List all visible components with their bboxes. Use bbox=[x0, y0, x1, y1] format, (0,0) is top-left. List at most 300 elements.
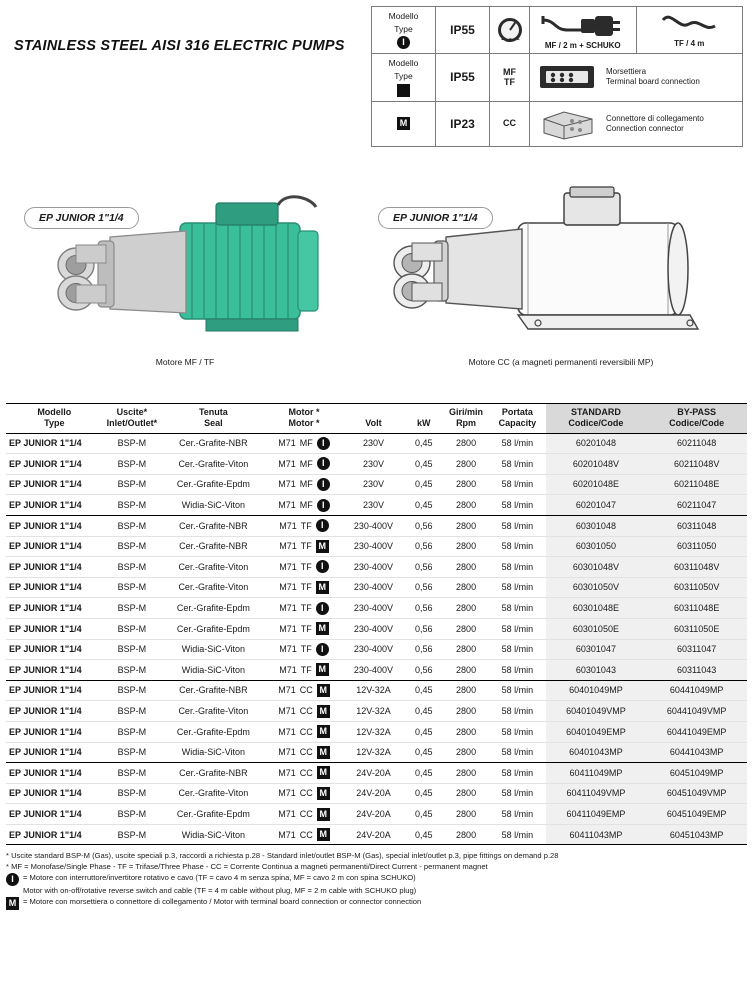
cell-capacity: 58 l/min bbox=[489, 474, 545, 495]
terminal-board-badge-icon: M bbox=[316, 540, 329, 553]
cell-motor bbox=[266, 557, 343, 578]
footnote-terminal-row bbox=[6, 897, 747, 910]
single-phase-badge-icon: I bbox=[6, 873, 19, 886]
cell-rpm: 2800 bbox=[443, 515, 489, 536]
cell-capacity: 58 l/min bbox=[489, 495, 545, 516]
svg-text:1: 1 bbox=[500, 36, 504, 43]
cell-outlet: BSP-M bbox=[103, 577, 161, 598]
cell-rpm: 2800 bbox=[443, 701, 489, 722]
cell-motor bbox=[266, 598, 343, 619]
specs-table bbox=[6, 403, 747, 845]
cell-rpm: 2800 bbox=[443, 598, 489, 619]
table-row bbox=[6, 618, 747, 639]
product-label-right: EP JUNIOR 1"1/4 bbox=[378, 207, 493, 229]
cell-standard-code: 60201048 bbox=[546, 433, 647, 454]
cell-bypass-code: 60311043 bbox=[646, 660, 747, 681]
single-phase-badge-icon: I bbox=[316, 643, 329, 656]
cell-volt: 24V-20A bbox=[342, 763, 404, 784]
th-model-it: Modello bbox=[37, 407, 72, 417]
cell-capacity: 58 l/min bbox=[489, 639, 545, 660]
terminal-board-badge-icon: M bbox=[6, 897, 19, 910]
cell-bypass-code: 60211048V bbox=[646, 454, 747, 475]
cell-volt: 230V bbox=[342, 454, 404, 475]
table-row bbox=[6, 701, 747, 722]
cell-standard-code: 60201048V bbox=[546, 454, 647, 475]
cell-model: EP JUNIOR 1"1/4 bbox=[6, 577, 103, 598]
legend-code-tf: TF bbox=[504, 77, 515, 88]
cell-model: EP JUNIOR 1"1/4 bbox=[6, 680, 103, 701]
cell-motor-phase: TF bbox=[300, 541, 312, 552]
cell-standard-code: 60301050 bbox=[546, 536, 647, 557]
cell-seal: Widia-SiC-Viton bbox=[161, 824, 266, 845]
terminal-board-badge-icon: M bbox=[317, 746, 330, 759]
cell-bypass-code: 60211047 bbox=[646, 495, 747, 516]
cell-standard-code: 60301048V bbox=[546, 557, 647, 578]
footnotes bbox=[6, 851, 747, 909]
cell-motor bbox=[266, 639, 343, 660]
cell-model: EP JUNIOR 1"1/4 bbox=[6, 474, 103, 495]
cell-model: EP JUNIOR 1"1/4 bbox=[6, 618, 103, 639]
cell-volt: 230V bbox=[342, 433, 404, 454]
cell-motor-phase: CC bbox=[299, 705, 313, 716]
cell-motor-frame: M71 bbox=[279, 520, 297, 531]
cell-motor-frame: M71 bbox=[278, 500, 296, 510]
th-motor bbox=[266, 404, 343, 434]
cell-motor-frame: M71 bbox=[279, 541, 297, 552]
cell-model: EP JUNIOR 1"1/4 bbox=[6, 557, 103, 578]
cell-motor bbox=[266, 495, 343, 516]
cell-outlet: BSP-M bbox=[103, 701, 161, 722]
th-volt-label: Volt bbox=[365, 417, 382, 428]
terminal-board-badge-icon: M bbox=[317, 705, 330, 718]
table-row bbox=[6, 680, 747, 701]
cell-motor-phase: MF bbox=[299, 438, 313, 449]
cell-bypass-code: 60441049VMP bbox=[646, 701, 747, 722]
cell-rpm: 2800 bbox=[443, 577, 489, 598]
cell-rpm: 2800 bbox=[443, 495, 489, 516]
footnote-switch-it: = Motore con interruttore/invertitore rotativo e cavo (TF = cavo 4 m senza spina, MF = cavo 2 m con spina SCHUKO) bbox=[23, 873, 416, 883]
cell-bypass-code: 60441049EMP bbox=[646, 721, 747, 742]
cell-volt: 230-400V bbox=[342, 598, 404, 619]
cell-motor bbox=[266, 515, 343, 536]
table-row bbox=[6, 536, 747, 557]
cell-capacity: 58 l/min bbox=[489, 598, 545, 619]
cell-kw: 0,45 bbox=[405, 783, 443, 804]
cell-bypass-code: 60311048E bbox=[646, 598, 747, 619]
cell-seal: Cer.-Grafite-NBR bbox=[161, 515, 266, 536]
cell-outlet: BSP-M bbox=[103, 618, 161, 639]
terminal-board-badge-icon: M bbox=[317, 828, 330, 841]
cell-kw: 0,45 bbox=[405, 433, 443, 454]
footnote-switch-row bbox=[6, 873, 747, 886]
cell-motor bbox=[266, 763, 343, 784]
cell-motor-frame: M71 bbox=[278, 458, 296, 469]
cell-model: EP JUNIOR 1"1/4 bbox=[6, 701, 103, 722]
cell-seal: Cer.-Grafite-Viton bbox=[161, 701, 266, 722]
cell-seal: Cer.-Grafite-NBR bbox=[161, 536, 266, 557]
cell-motor-frame: M71 bbox=[278, 479, 296, 490]
legend-code-cc: CC bbox=[503, 118, 516, 129]
th-seal bbox=[161, 404, 266, 434]
cell-outlet: BSP-M bbox=[103, 721, 161, 742]
page-header bbox=[0, 0, 753, 175]
table-row bbox=[6, 639, 747, 660]
table-row bbox=[6, 742, 747, 763]
cell-capacity: 58 l/min bbox=[489, 680, 545, 701]
cell-motor-frame: M71 bbox=[279, 644, 297, 655]
cell-motor-phase: MF bbox=[299, 458, 313, 469]
cell-model: EP JUNIOR 1"1/4 bbox=[6, 515, 103, 536]
cell-model: EP JUNIOR 1"1/4 bbox=[6, 536, 103, 557]
cell-rpm: 2800 bbox=[443, 660, 489, 681]
cell-capacity: 58 l/min bbox=[489, 433, 545, 454]
cell-standard-code: 60201048E bbox=[546, 474, 647, 495]
cell-model: EP JUNIOR 1"1/4 bbox=[6, 721, 103, 742]
cell-seal: Cer.-Grafite-Epdm bbox=[161, 804, 266, 825]
cell-kw: 0,56 bbox=[405, 515, 443, 536]
th-motor-it: Motor * bbox=[288, 407, 320, 417]
cell-rpm: 2800 bbox=[443, 742, 489, 763]
cell-motor-phase: CC bbox=[299, 829, 313, 840]
table-row bbox=[6, 495, 747, 516]
cell-motor-phase: CC bbox=[299, 726, 313, 737]
cell-motor bbox=[266, 660, 343, 681]
cell-model: EP JUNIOR 1"1/4 bbox=[6, 454, 103, 475]
cell-kw: 0,45 bbox=[405, 742, 443, 763]
cell-motor-phase: CC bbox=[299, 767, 313, 778]
th-rpm-it: Giri/min bbox=[449, 407, 484, 417]
cell-motor bbox=[266, 804, 343, 825]
cell-capacity: 58 l/min bbox=[489, 454, 545, 475]
cell-kw: 0,56 bbox=[405, 557, 443, 578]
cell-bypass-code: 60211048 bbox=[646, 433, 747, 454]
single-phase-badge-icon: I bbox=[397, 36, 410, 49]
terminal-board-badge-icon: M bbox=[317, 725, 330, 738]
cell-volt: 12V-32A bbox=[342, 701, 404, 722]
cell-outlet: BSP-M bbox=[103, 495, 161, 516]
cell-rpm: 2800 bbox=[443, 824, 489, 845]
cell-capacity: 58 l/min bbox=[489, 536, 545, 557]
th-seal-en: Seal bbox=[204, 417, 223, 428]
cell-rpm: 2800 bbox=[443, 474, 489, 495]
th-standard-title: STANDARD bbox=[571, 407, 621, 417]
table-row bbox=[6, 783, 747, 804]
single-phase-badge-icon: I bbox=[317, 437, 330, 450]
cell-motor bbox=[266, 577, 343, 598]
legend-connector-caption bbox=[606, 114, 704, 134]
cell-kw: 0,45 bbox=[405, 454, 443, 475]
cell-standard-code: 60301047 bbox=[546, 639, 647, 660]
cell-outlet: BSP-M bbox=[103, 742, 161, 763]
cell-volt: 24V-20A bbox=[342, 783, 404, 804]
cell-outlet: BSP-M bbox=[103, 515, 161, 536]
cell-capacity: 58 l/min bbox=[489, 577, 545, 598]
cell-outlet: BSP-M bbox=[103, 660, 161, 681]
th-model bbox=[6, 404, 103, 434]
cell-outlet: BSP-M bbox=[103, 454, 161, 475]
cell-motor-frame: M71 bbox=[278, 747, 296, 758]
cell-outlet: BSP-M bbox=[103, 680, 161, 701]
cell-volt: 230-400V bbox=[342, 618, 404, 639]
cell-model: EP JUNIOR 1"1/4 bbox=[6, 639, 103, 660]
cell-kw: 0,56 bbox=[405, 660, 443, 681]
cell-rpm: 2800 bbox=[443, 783, 489, 804]
cell-motor-phase: TF bbox=[300, 623, 312, 634]
table-row bbox=[6, 598, 747, 619]
cell-bypass-code: 60211048E bbox=[646, 474, 747, 495]
cell-motor bbox=[266, 618, 343, 639]
terminal-board-badge-icon: M bbox=[316, 622, 329, 635]
cell-standard-code: 60401043MP bbox=[546, 742, 647, 763]
single-phase-badge-icon: I bbox=[316, 602, 329, 615]
cell-kw: 0,45 bbox=[405, 680, 443, 701]
cell-standard-code: 60201047 bbox=[546, 495, 647, 516]
table-row bbox=[6, 557, 747, 578]
cell-outlet: BSP-M bbox=[103, 598, 161, 619]
cell-motor bbox=[266, 433, 343, 454]
pump-image-cc bbox=[368, 179, 746, 369]
cell-outlet: BSP-M bbox=[103, 804, 161, 825]
cell-bypass-code: 60451043MP bbox=[646, 824, 747, 845]
cell-seal: Widia-SiC-Viton bbox=[161, 639, 266, 660]
cell-capacity: 58 l/min bbox=[489, 721, 545, 742]
cell-motor-phase: TF bbox=[300, 520, 312, 531]
cell-seal: Cer.-Grafite-NBR bbox=[161, 433, 266, 454]
cell-standard-code: 60411049MP bbox=[546, 763, 647, 784]
legend-protection: IP55 bbox=[436, 54, 490, 100]
cell-outlet: BSP-M bbox=[103, 639, 161, 660]
cell-rpm: 2800 bbox=[443, 618, 489, 639]
cell-capacity: 58 l/min bbox=[489, 763, 545, 784]
cell-standard-code: 60411043MP bbox=[546, 824, 647, 845]
table-body bbox=[6, 433, 747, 845]
cell-seal: Cer.-Grafite-Epdm bbox=[161, 721, 266, 742]
cell-kw: 0,45 bbox=[405, 721, 443, 742]
cell-model: EP JUNIOR 1"1/4 bbox=[6, 598, 103, 619]
legend-plug-caption: MF / 2 m + SCHUKO bbox=[544, 40, 621, 50]
cell-motor-frame: M71 bbox=[278, 705, 296, 716]
legend-protection: IP55 bbox=[436, 7, 490, 53]
cell-volt: 230-400V bbox=[342, 515, 404, 536]
th-kw-label: kW bbox=[417, 417, 431, 428]
legend-terminal-caption bbox=[606, 67, 700, 87]
legend-code-cell bbox=[490, 54, 530, 100]
cell-model: EP JUNIOR 1"1/4 bbox=[6, 742, 103, 763]
cell-rpm: 2800 bbox=[443, 680, 489, 701]
cell-volt: 12V-32A bbox=[342, 742, 404, 763]
cell-seal: Widia-SiC-Viton bbox=[161, 742, 266, 763]
cell-motor bbox=[266, 824, 343, 845]
cell-motor-phase: CC bbox=[299, 808, 313, 819]
legend-connector-caption-it: Connettore di collegamento bbox=[606, 113, 704, 123]
cell-volt: 24V-20A bbox=[342, 804, 404, 825]
table-row bbox=[6, 660, 747, 681]
cell-seal: Widia-SiC-Viton bbox=[161, 495, 266, 516]
cell-motor bbox=[266, 701, 343, 722]
cell-bypass-code: 60451049VMP bbox=[646, 783, 747, 804]
cell-capacity: 58 l/min bbox=[489, 618, 545, 639]
cell-bypass-code: 60311047 bbox=[646, 639, 747, 660]
table-row bbox=[6, 804, 747, 825]
cell-kw: 0,56 bbox=[405, 577, 443, 598]
terminal-board-badge-icon: M bbox=[317, 684, 330, 697]
cell-rpm: 2800 bbox=[443, 804, 489, 825]
legend-type-label-it: Modello bbox=[388, 58, 419, 69]
cell-motor-frame: M71 bbox=[279, 602, 297, 613]
cell-capacity: 58 l/min bbox=[489, 557, 545, 578]
cell-bypass-code: 60451049EMP bbox=[646, 804, 747, 825]
th-standard-sub: Codice/Code bbox=[568, 417, 624, 428]
cell-kw: 0,56 bbox=[405, 598, 443, 619]
cell-model: EP JUNIOR 1"1/4 bbox=[6, 433, 103, 454]
cell-motor-frame: M71 bbox=[279, 623, 297, 634]
cell-kw: 0,56 bbox=[405, 618, 443, 639]
cell-outlet: BSP-M bbox=[103, 536, 161, 557]
th-bypass-sub: Codice/Code bbox=[669, 417, 725, 428]
cell-capacity: 58 l/min bbox=[489, 804, 545, 825]
cell-motor-phase: CC bbox=[299, 788, 313, 799]
terminal-board-badge-icon: M bbox=[316, 581, 329, 594]
legend-type-cell bbox=[372, 7, 436, 53]
svg-text:0: 0 bbox=[508, 38, 512, 45]
cell-bypass-code: 60311048V bbox=[646, 557, 747, 578]
single-phase-badge-icon: I bbox=[317, 457, 330, 470]
footnote-outlets: * Uscite standard BSP-M (Gas), uscite speciali p.3, raccordi a richiesta p.28 - Standard inlet/outlet BSP-M (Gas), special inlet/outlet p.3, pipe fittings on demand p.28 bbox=[6, 851, 559, 861]
single-phase-badge-icon: I bbox=[317, 478, 330, 491]
terminal-board-badge-icon bbox=[397, 84, 410, 97]
legend-plug-cell bbox=[530, 7, 636, 53]
cell-standard-code: 60301050E bbox=[546, 618, 647, 639]
legend-row bbox=[372, 54, 742, 101]
cell-outlet: BSP-M bbox=[103, 763, 161, 784]
table-header bbox=[6, 404, 747, 434]
cell-seal: Cer.-Grafite-Epdm bbox=[161, 618, 266, 639]
single-phase-badge-icon: I bbox=[316, 519, 329, 532]
terminal-board-badge-icon: M bbox=[317, 808, 330, 821]
table-row bbox=[6, 433, 747, 454]
cell-capacity: 58 l/min bbox=[489, 701, 545, 722]
cell-bypass-code: 60311050 bbox=[646, 536, 747, 557]
cell-volt: 230-400V bbox=[342, 577, 404, 598]
cell-seal: Cer.-Grafite-Viton bbox=[161, 557, 266, 578]
legend-type-cell bbox=[372, 54, 436, 100]
cell-outlet: BSP-M bbox=[103, 474, 161, 495]
cell-rpm: 2800 bbox=[443, 721, 489, 742]
cell-volt: 230-400V bbox=[342, 660, 404, 681]
product-caption-right: Motore CC (a magneti permanenti reversibili MP) bbox=[468, 357, 654, 367]
th-model-en: Type bbox=[44, 417, 65, 428]
table-row bbox=[6, 577, 747, 598]
table-header-row bbox=[6, 404, 747, 434]
cell-bypass-code: 60311048 bbox=[646, 515, 747, 536]
cell-motor-phase: TF bbox=[300, 664, 312, 675]
cell-standard-code: 60301048E bbox=[546, 598, 647, 619]
table-row bbox=[6, 474, 747, 495]
cell-rpm: 2800 bbox=[443, 763, 489, 784]
cell-volt: 12V-32A bbox=[342, 680, 404, 701]
cell-bypass-code: 60311050E bbox=[646, 618, 747, 639]
cell-motor bbox=[266, 742, 343, 763]
cell-kw: 0,45 bbox=[405, 701, 443, 722]
connector-badge-icon: M bbox=[397, 117, 410, 130]
legend-connector-cell bbox=[530, 102, 742, 146]
cell-standard-code: 60401049VMP bbox=[546, 701, 647, 722]
cell-kw: 0,45 bbox=[405, 763, 443, 784]
table-row bbox=[6, 721, 747, 742]
cell-kw: 0,45 bbox=[405, 474, 443, 495]
cell-motor bbox=[266, 680, 343, 701]
cell-rpm: 2800 bbox=[443, 639, 489, 660]
cell-seal: Cer.-Grafite-NBR bbox=[161, 763, 266, 784]
cell-kw: 0,56 bbox=[405, 536, 443, 557]
cell-standard-code: 60401049MP bbox=[546, 680, 647, 701]
cell-kw: 0,45 bbox=[405, 495, 443, 516]
cell-motor bbox=[266, 536, 343, 557]
th-bypass-code bbox=[646, 404, 747, 434]
page-title: STAINLESS STEEL AISI 316 ELECTRIC PUMPS bbox=[14, 38, 345, 54]
cell-motor-frame: M71 bbox=[279, 582, 297, 593]
legend-box bbox=[371, 6, 743, 147]
product-label-left: EP JUNIOR 1"1/4 bbox=[24, 207, 139, 229]
cell-motor-frame: M71 bbox=[279, 664, 297, 675]
cell-seal: Cer.-Grafite-NBR bbox=[161, 680, 266, 701]
cell-outlet: BSP-M bbox=[103, 557, 161, 578]
legend-terminal-caption-en: Terminal board connection bbox=[606, 77, 700, 87]
cell-model: EP JUNIOR 1"1/4 bbox=[6, 804, 103, 825]
cell-volt: 230V bbox=[342, 495, 404, 516]
cell-volt: 12V-32A bbox=[342, 721, 404, 742]
cell-motor bbox=[266, 454, 343, 475]
cell-motor-phase: TF bbox=[300, 561, 312, 572]
table-row bbox=[6, 763, 747, 784]
cell-motor-frame: M71 bbox=[278, 808, 296, 819]
svg-text:2: 2 bbox=[516, 36, 520, 43]
cell-bypass-code: 60311050V bbox=[646, 577, 747, 598]
cell-outlet: BSP-M bbox=[103, 824, 161, 845]
terminal-board-badge-icon: M bbox=[317, 787, 330, 800]
cell-model: EP JUNIOR 1"1/4 bbox=[6, 660, 103, 681]
cell-motor-phase: MF bbox=[299, 500, 313, 510]
cell-capacity: 58 l/min bbox=[489, 824, 545, 845]
cell-motor-phase: TF bbox=[300, 582, 312, 593]
cell-kw: 0,56 bbox=[405, 639, 443, 660]
cell-volt: 24V-20A bbox=[342, 824, 404, 845]
cell-motor-phase: MF bbox=[299, 479, 313, 490]
cell-capacity: 58 l/min bbox=[489, 742, 545, 763]
cell-rpm: 2800 bbox=[443, 557, 489, 578]
product-images-area bbox=[0, 175, 753, 403]
cell-seal: Widia-SiC-Viton bbox=[161, 660, 266, 681]
th-capacity-it: Portata bbox=[501, 407, 533, 417]
legend-switch-icon bbox=[490, 7, 530, 53]
footnote-switch-en: Motor with on-off/rotative reverse switch and cable (TF = 4 m cable without plug, MF = 2 m cable with SCHUKO plug) bbox=[23, 886, 417, 896]
cell-rpm: 2800 bbox=[443, 454, 489, 475]
product-caption-left: Motore MF / TF bbox=[155, 357, 215, 367]
cell-seal: Cer.-Grafite-Viton bbox=[161, 577, 266, 598]
th-outlet-it: Uscite* bbox=[116, 407, 148, 417]
legend-code-mf: MF bbox=[503, 66, 516, 77]
single-phase-badge-icon: I bbox=[317, 499, 330, 512]
cell-rpm: 2800 bbox=[443, 433, 489, 454]
cell-standard-code: 60301043 bbox=[546, 660, 647, 681]
cell-standard-code: 60301050V bbox=[546, 577, 647, 598]
legend-protection: IP23 bbox=[436, 102, 490, 146]
cell-bypass-code: 60441043MP bbox=[646, 742, 747, 763]
th-rpm bbox=[443, 404, 489, 434]
legend-terminal-caption-it: Morsettiera bbox=[606, 67, 647, 77]
cable-icon bbox=[659, 12, 719, 38]
cell-bypass-code: 60441049MP bbox=[646, 680, 747, 701]
